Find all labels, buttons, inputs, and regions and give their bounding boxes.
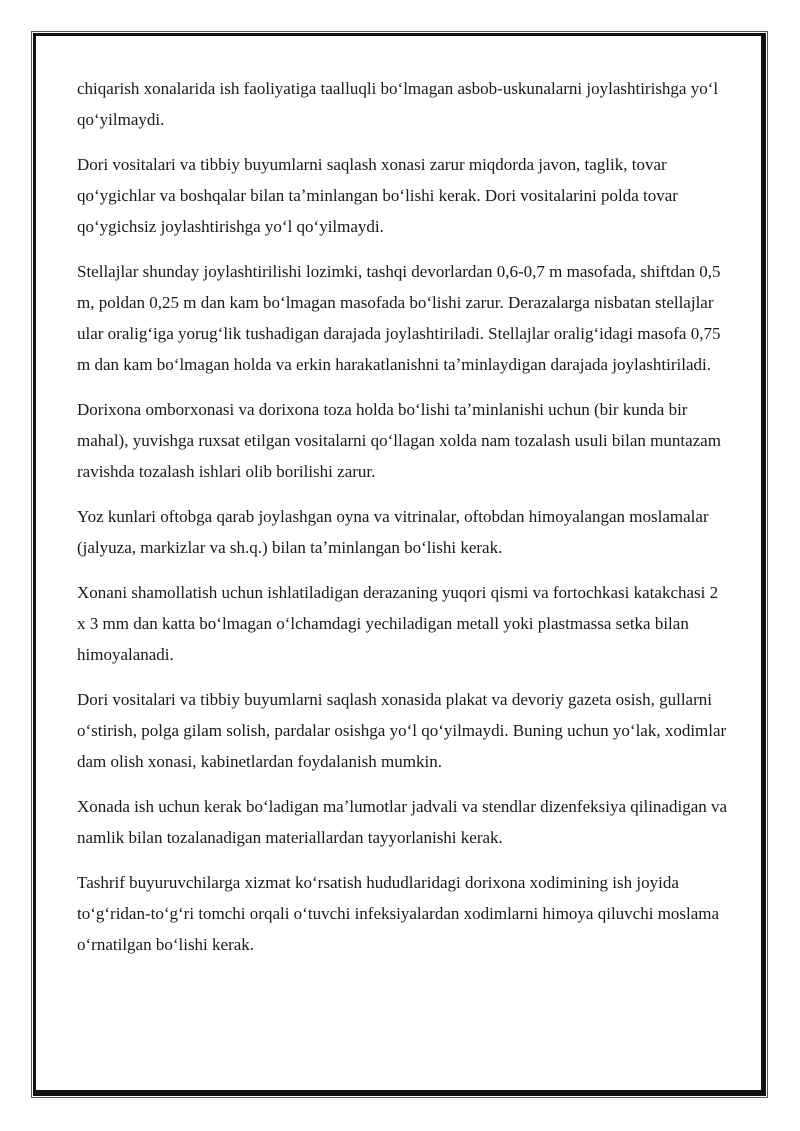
- paragraph-9: Tashrif buyuruvchilarga xizmat koʻrsatish hududlaridagi dorixona xodimining ish joyida toʻgʻridan-toʻgʻri tomchi orqali oʻtuvchi infeksiyalardan xodimlarni himoya qiluvchi moslama oʻrnatilgan boʻlishi kerak.: [77, 873, 720, 954]
- paragraph-5: Yoz kunlari oftobga qarab joylashgan oyna va vitrinalar, oftobdan himoyalangan moslamalar (jalyuza, markizlar va sh.q.) bilan taʼminlangan boʻlishi kerak.: [77, 507, 709, 557]
- paragraph-1: chiqarish xonalarida ish faoliyatiga taalluqli boʻlmagan asbob-uskunalarni joylashtirishga yoʻl qoʻyilmaydi.: [77, 79, 719, 129]
- paragraph-8: Xonada ish uchun kerak boʻladigan maʼlumotlar jadvali va stendlar dizenfeksiya qilinadigan va namlik bilan tozalanadigan materiallardan tayyorlanishi kerak.: [77, 797, 728, 847]
- paragraph-4: Dorixona omborxonasi va dorixona toza holda boʻlishi taʼminlanishi uchun (bir kunda bir mahal), yuvishga ruxsat etilgan vositalarni qoʻllagan xolda nam tozalash usuli bilan muntazam ravishda tozalash ishlari olib borilishi zarur.: [77, 400, 721, 481]
- paragraph-3: Stellajlar shunday joylashtirilishi lozimki, tashqi devorlardan 0,6-0,7 m masofada, shiftdan 0,5 m, poldan 0,25 m dan kam boʻlmagan masofada boʻlishi zarur. Derazalarga nisbatan stellajlar ular oraligʻiga yorugʻlik tushadigan darajada joylashtiriladi. Stellajlar oraligʻidagi masofa 0,75 m dan kam boʻlmagan holda va erkin harakatlanishni taʼminlaydigan darajada joylashtiriladi.: [77, 262, 721, 374]
- paragraph-6: Xonani shamollatish uchun ishlatiladigan derazaning yuqori qismi va fortochkasi katakchasi 2 x 3 mm dan katta boʻlmagan oʻlchamdagi yechiladigan metall yoki plastmassa setka bilan himoyalanadi.: [77, 583, 719, 664]
- document-body: [77, 73, 729, 974]
- paragraph-2: Dori vositalari va tibbiy buyumlarni saqlash xonasi zarur miqdorda javon, taglik, tovar qoʻygichlar va boshqalar bilan taʼminlangan boʻlishi kerak. Dori vositalarini polda tovar qoʻygichsiz joylashtirishga yoʻl qoʻyilmaydi.: [77, 155, 678, 236]
- paragraph-7: Dori vositalari va tibbiy buyumlarni saqlash xonasida plakat va devoriy gazeta osish, gullarni oʻstirish, polga gilam solish, pardalar osishga yoʻl qoʻyilmaydi. Buning uchun yoʻlak, xodimlar dam olish xonasi, kabinetlardan foydalanish mumkin.: [77, 690, 727, 771]
